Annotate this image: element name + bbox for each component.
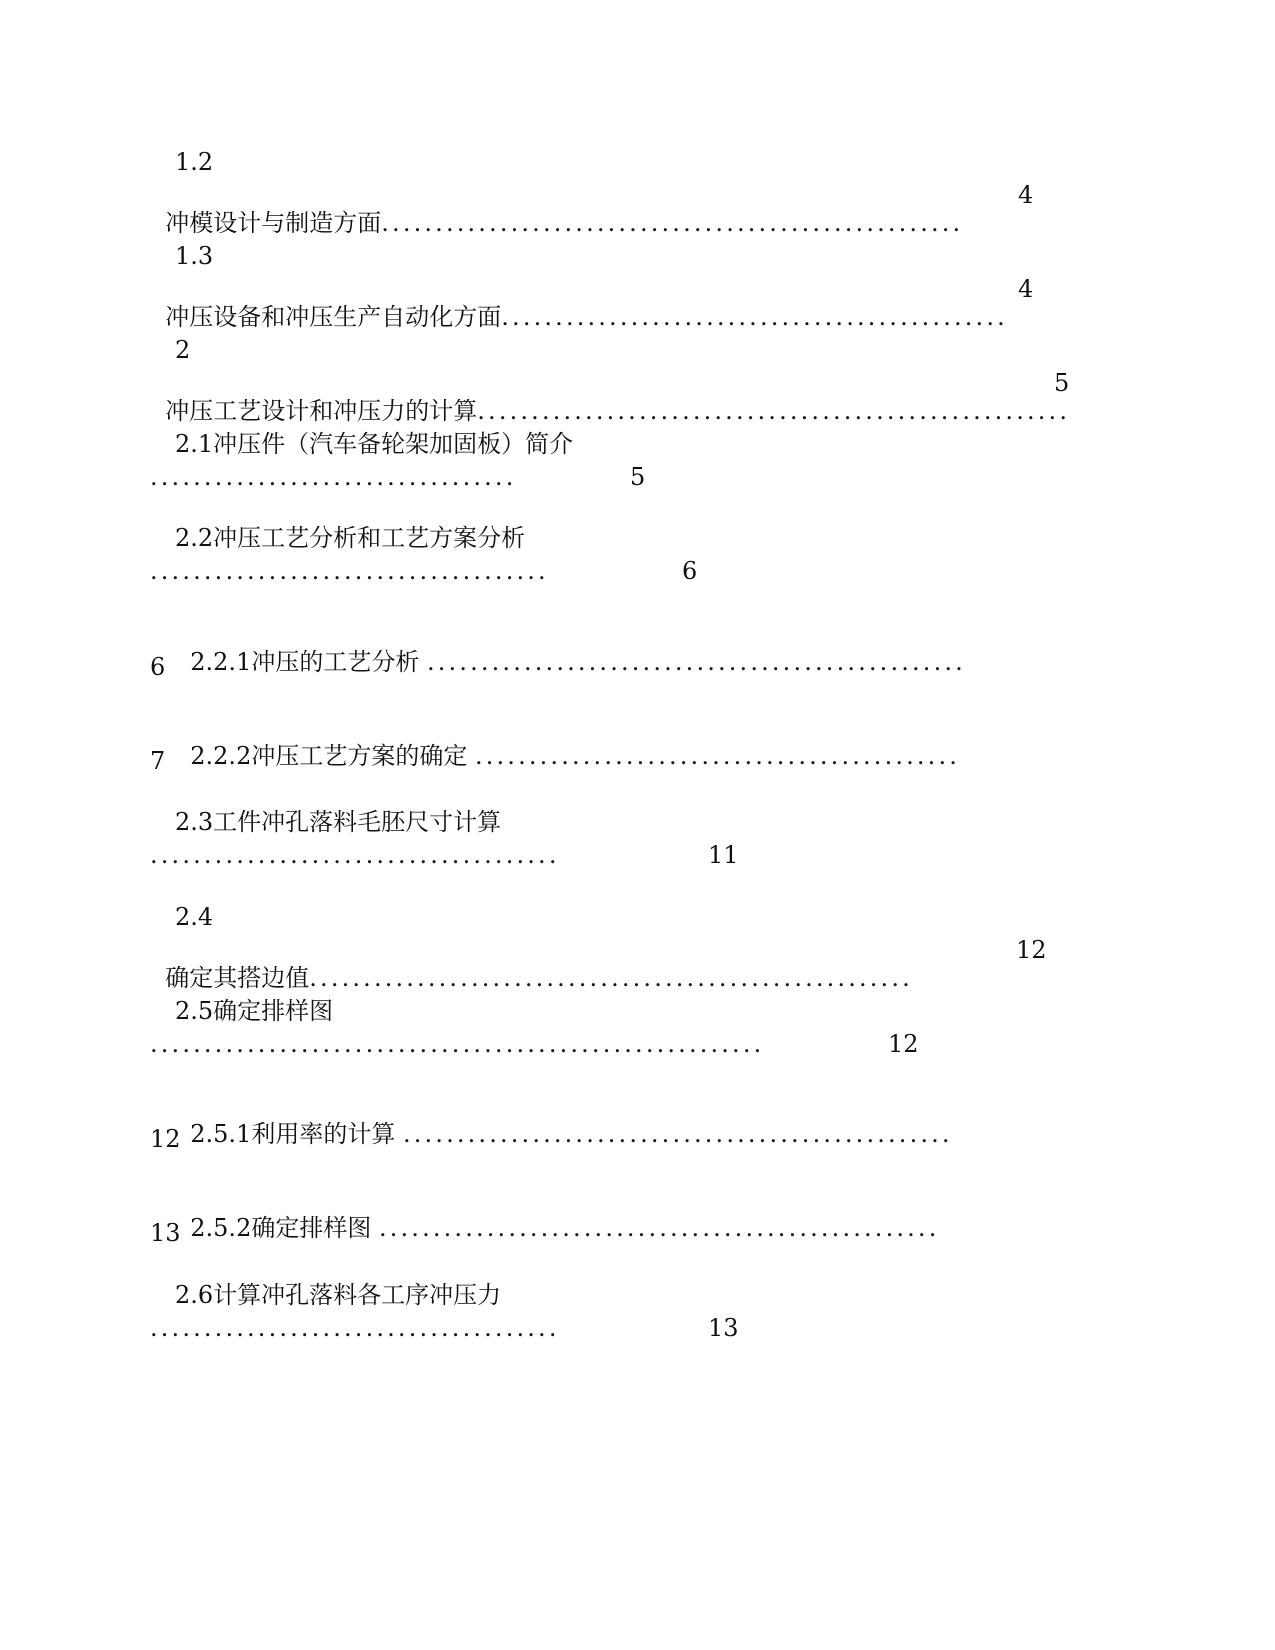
toc-entry-heading[interactable] [175,1186,939,1242]
toc-entry-title[interactable] [150,936,913,992]
toc-leader-dots: ..................................... [150,557,549,585]
toc-leader-dots: ...................................................... [381,209,964,237]
toc-page-number: 12 [1016,936,1047,964]
toc-entry-heading[interactable] [175,1092,953,1148]
toc-page-number: 12 [888,1030,919,1058]
toc-page-number: 5 [1054,369,1070,397]
toc-entry-heading[interactable] [175,714,960,770]
toc-page-number: 13 [708,1314,739,1342]
toc-entry-title-text: 冲压设备和冲压生产自动化方面 [165,303,502,331]
toc-leader-dots: .................................................... [378,1214,940,1242]
toc-entry-title-text: 2.5.1利用率的计算 [190,1120,403,1148]
toc-leader-dots: ...................................... [150,1314,560,1342]
toc-entry-heading[interactable]: 2.2冲压工艺分析和工艺方案分析 [175,524,526,552]
toc-leader-dots: ............................................. [474,742,961,770]
toc-entry-heading[interactable] [175,620,966,676]
toc-entry-title-text: 2.2.1冲压的工艺分析 [190,648,427,676]
toc-entry-heading[interactable]: 2.1冲压件（汽车备轮架加固板）简介 [175,430,574,458]
toc-leader-dots: ................................................... [402,1120,953,1148]
toc-entry-title-text: 2.5.2确定排样图 [190,1214,379,1242]
toc-entry-number: 2.4 [175,903,214,931]
toc-leader-dots: ............................................... [501,303,1008,331]
toc-page-number: 6 [150,653,166,681]
toc-leader-dots: .................................................. [426,648,966,676]
toc-leader-dots: .................................. [150,463,517,491]
toc-entry-title[interactable] [150,181,963,237]
toc-entry-title-text: 确定其搭边值 [165,964,310,992]
toc-page-number: 4 [1018,275,1034,303]
toc-entry-heading[interactable]: 2.5确定排样图 [175,997,334,1025]
toc-entry-number: 1.2 [175,148,214,176]
toc-entry-heading[interactable]: 2.6计算冲孔落料各工序冲压力 [175,1281,502,1309]
toc-entry-title[interactable] [150,369,1070,425]
toc-page-number: 5 [630,463,646,491]
toc-entry-title-text: 2.2.2冲压工艺方案的确定 [190,742,475,770]
toc-entry-title[interactable] [150,275,1008,331]
toc-entry-heading[interactable]: 2.3工件冲孔落料毛胚尺寸计算 [175,808,502,836]
toc-leader-dots: ........................................................ [309,964,913,992]
toc-page-number: 11 [708,841,739,869]
toc-leader-dots: ......................................................... [150,1030,765,1058]
toc-page-number: 6 [682,557,698,585]
toc-leader-dots: ....................................................... [477,397,1071,425]
toc-page-number: 7 [150,747,166,775]
toc-entry-number: 1.3 [175,242,214,270]
toc-leader-dots: ...................................... [150,841,560,869]
toc-page-number: 4 [1018,181,1034,209]
toc-page-number: 12 [150,1125,181,1153]
toc-entry-title-text: 冲模设计与制造方面 [165,209,382,237]
toc-entry-number: 2 [175,336,191,364]
toc-page-number: 13 [150,1219,181,1247]
toc-entry-title-text: 冲压工艺设计和冲压力的计算 [165,397,478,425]
